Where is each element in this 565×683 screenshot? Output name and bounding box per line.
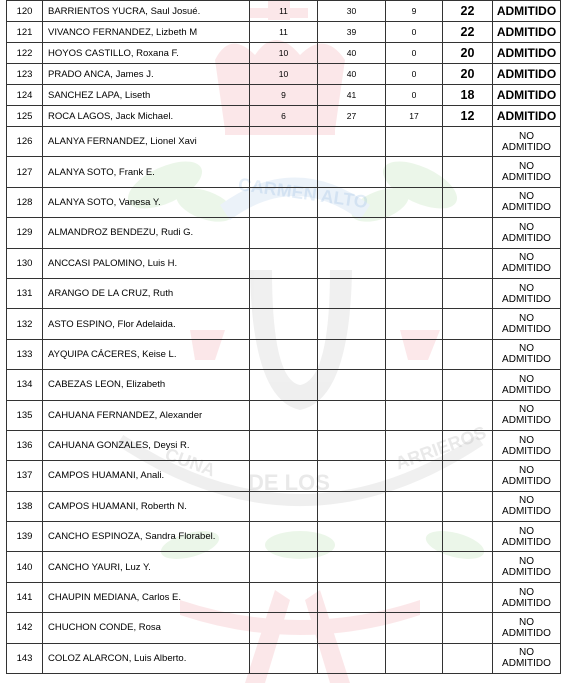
admission-status: ADMITIDO [493, 1, 561, 22]
applicant-name: CHAUPIN MEDIANA, Carlos E. [43, 582, 250, 612]
admission-status [493, 400, 561, 430]
applicant-name: ROCA LAGOS, Jack Michael. [43, 106, 250, 127]
applicant-name: ASTO ESPINO, Flor Adelaida. [43, 309, 250, 339]
row-number: 138 [7, 491, 43, 521]
status-line-2: ADMITIDO [502, 141, 551, 153]
admission-status [493, 218, 561, 248]
row-number: 137 [7, 461, 43, 491]
watermark-middle-text: DE LOS [248, 470, 330, 495]
score-1 [250, 643, 318, 673]
score-2 [318, 582, 386, 612]
total-score [443, 430, 493, 460]
status-line-2: ADMITIDO [502, 415, 551, 427]
table-row [7, 582, 561, 612]
status-line-1: NO [519, 282, 534, 294]
score-1: 9 [250, 85, 318, 106]
score-1 [250, 187, 318, 217]
score-2 [318, 461, 386, 491]
score-1 [250, 157, 318, 187]
row-number: 141 [7, 582, 43, 612]
total-score [443, 461, 493, 491]
score-1 [250, 491, 318, 521]
row-number: 123 [7, 64, 43, 85]
score-1: 10 [250, 64, 318, 85]
score-3 [386, 339, 443, 369]
row-number: 142 [7, 613, 43, 643]
score-1 [250, 278, 318, 308]
applicant-name: BARRIENTOS YUCRA, Saul Josué. [43, 1, 250, 22]
status-line-1: NO [519, 495, 534, 507]
status-line-1: NO [519, 161, 534, 173]
row-number: 140 [7, 552, 43, 582]
score-2 [318, 552, 386, 582]
score-3 [386, 278, 443, 308]
total-score: 20 [443, 43, 493, 64]
total-score [443, 491, 493, 521]
score-3 [386, 370, 443, 400]
applicant-name: COLOZ ALARCON, Luis Alberto. [43, 643, 250, 673]
results-table [6, 0, 561, 674]
status-line-2: ADMITIDO [502, 172, 551, 184]
status-line-2: ADMITIDO [502, 627, 551, 639]
table-row [7, 85, 561, 106]
score-1 [250, 461, 318, 491]
row-number: 122 [7, 43, 43, 64]
status-line-2: ADMITIDO [502, 293, 551, 305]
score-3 [386, 430, 443, 460]
admission-status [493, 491, 561, 521]
watermark-right-text: ARRIEROS [392, 422, 489, 474]
table-row [7, 522, 561, 552]
total-score [443, 218, 493, 248]
row-number: 127 [7, 157, 43, 187]
score-1 [250, 522, 318, 552]
admission-status [493, 248, 561, 278]
total-score [443, 339, 493, 369]
status-line-2: ADMITIDO [502, 658, 551, 670]
row-number: 143 [7, 643, 43, 673]
row-number: 126 [7, 127, 43, 157]
score-3 [386, 218, 443, 248]
table-row [7, 400, 561, 430]
table-row [7, 187, 561, 217]
total-score [443, 582, 493, 612]
status-line-2: ADMITIDO [502, 536, 551, 548]
score-3: 0 [386, 43, 443, 64]
score-2 [318, 400, 386, 430]
row-number: 134 [7, 370, 43, 400]
score-3: 9 [386, 1, 443, 22]
score-2 [318, 370, 386, 400]
admission-status [493, 461, 561, 491]
row-number: 128 [7, 187, 43, 217]
admission-status [493, 430, 561, 460]
table-row [7, 552, 561, 582]
total-score [443, 278, 493, 308]
score-3 [386, 491, 443, 521]
total-score: 22 [443, 22, 493, 43]
score-1 [250, 552, 318, 582]
score-3 [386, 522, 443, 552]
score-2 [318, 278, 386, 308]
score-3 [386, 400, 443, 430]
admission-status [493, 552, 561, 582]
applicant-name: CHUCHON CONDE, Rosa [43, 613, 250, 643]
score-3 [386, 157, 443, 187]
table-row [7, 127, 561, 157]
row-number: 131 [7, 278, 43, 308]
score-1 [250, 127, 318, 157]
score-1: 11 [250, 22, 318, 43]
row-number: 125 [7, 106, 43, 127]
score-2 [318, 187, 386, 217]
status-line-1: NO [519, 586, 534, 598]
table-row [7, 157, 561, 187]
score-2 [318, 218, 386, 248]
table-row [7, 491, 561, 521]
status-line-1: NO [519, 647, 534, 659]
score-2 [318, 248, 386, 278]
watermark-top-text: CARMEN ALTO [236, 174, 370, 213]
table-row [7, 339, 561, 369]
table-row [7, 430, 561, 460]
admission-status [493, 309, 561, 339]
score-1 [250, 218, 318, 248]
row-number: 129 [7, 218, 43, 248]
total-score [443, 127, 493, 157]
score-1: 11 [250, 1, 318, 22]
status-line-2: ADMITIDO [502, 324, 551, 336]
score-2 [318, 522, 386, 552]
admission-status: ADMITIDO [493, 64, 561, 85]
total-score: 20 [443, 64, 493, 85]
status-line-1: NO [519, 343, 534, 355]
status-line-2: ADMITIDO [502, 506, 551, 518]
applicant-name: CAMPOS HUAMANI, Roberth N. [43, 491, 250, 521]
status-line-1: NO [519, 525, 534, 537]
table-row [7, 248, 561, 278]
results-table-body [7, 1, 561, 674]
table-row [7, 218, 561, 248]
score-2: 40 [318, 43, 386, 64]
table-row [7, 370, 561, 400]
table-row [7, 1, 561, 22]
admission-status [493, 522, 561, 552]
applicant-name: ARANGO DE LA CRUZ, Ruth [43, 278, 250, 308]
score-2 [318, 430, 386, 460]
status-line-1: NO [519, 191, 534, 203]
row-number: 139 [7, 522, 43, 552]
total-score [443, 309, 493, 339]
total-score [443, 157, 493, 187]
row-number: 136 [7, 430, 43, 460]
applicant-name: HOYOS CASTILLO, Roxana F. [43, 43, 250, 64]
status-line-1: NO [519, 616, 534, 628]
applicant-name: CAHUANA GONZALES, Deysi R. [43, 430, 250, 460]
score-2 [318, 643, 386, 673]
score-3 [386, 127, 443, 157]
table-row [7, 278, 561, 308]
score-2: 30 [318, 1, 386, 22]
score-2 [318, 309, 386, 339]
score-3: 17 [386, 106, 443, 127]
status-line-1: NO [519, 130, 534, 142]
score-1 [250, 400, 318, 430]
score-1 [250, 430, 318, 460]
score-3 [386, 248, 443, 278]
status-line-1: NO [519, 464, 534, 476]
status-line-1: NO [519, 313, 534, 325]
status-line-2: ADMITIDO [502, 232, 551, 244]
score-3 [386, 309, 443, 339]
score-2 [318, 491, 386, 521]
score-1 [250, 370, 318, 400]
admission-status [493, 127, 561, 157]
total-score [443, 643, 493, 673]
admission-status [493, 187, 561, 217]
status-line-2: ADMITIDO [502, 567, 551, 579]
score-2: 27 [318, 106, 386, 127]
score-1 [250, 339, 318, 369]
score-3 [386, 643, 443, 673]
applicant-name: VIVANCO FERNANDEZ, Lizbeth M [43, 22, 250, 43]
applicant-name: CAHUANA FERNANDEZ, Alexander [43, 400, 250, 430]
score-3 [386, 613, 443, 643]
score-1 [250, 582, 318, 612]
total-score [443, 248, 493, 278]
status-line-1: NO [519, 373, 534, 385]
score-2: 40 [318, 64, 386, 85]
applicant-name: CANCHO YAURI, Luz Y. [43, 552, 250, 582]
score-1: 10 [250, 43, 318, 64]
applicant-name: SANCHEZ LAPA, Liseth [43, 85, 250, 106]
watermark-left-text: CUNA [162, 443, 219, 481]
score-3 [386, 582, 443, 612]
applicant-name: AYQUIPA CÁCERES, Keise L. [43, 339, 250, 369]
score-3 [386, 187, 443, 217]
status-line-1: NO [519, 404, 534, 416]
status-line-2: ADMITIDO [502, 475, 551, 487]
score-3: 0 [386, 64, 443, 85]
total-score [443, 552, 493, 582]
status-line-2: ADMITIDO [502, 445, 551, 457]
score-3: 0 [386, 85, 443, 106]
score-2 [318, 613, 386, 643]
status-line-2: ADMITIDO [502, 354, 551, 366]
status-line-2: ADMITIDO [502, 384, 551, 396]
row-number: 121 [7, 22, 43, 43]
status-line-1: NO [519, 252, 534, 264]
total-score: 12 [443, 106, 493, 127]
table-row [7, 643, 561, 673]
admission-status: ADMITIDO [493, 22, 561, 43]
score-3: 0 [386, 22, 443, 43]
score-1 [250, 248, 318, 278]
table-row [7, 309, 561, 339]
applicant-name: ALANYA FERNANDEZ, Lionel Xavi [43, 127, 250, 157]
applicant-name: ANCCASI PALOMINO, Luis H. [43, 248, 250, 278]
table-row [7, 106, 561, 127]
status-line-1: NO [519, 434, 534, 446]
total-score [443, 187, 493, 217]
row-number: 124 [7, 85, 43, 106]
row-number: 132 [7, 309, 43, 339]
score-2 [318, 127, 386, 157]
admission-status: ADMITIDO [493, 106, 561, 127]
admission-status [493, 157, 561, 187]
score-2 [318, 157, 386, 187]
status-line-1: NO [519, 556, 534, 568]
admission-status: ADMITIDO [493, 43, 561, 64]
table-row [7, 613, 561, 643]
admission-status [493, 582, 561, 612]
row-number: 133 [7, 339, 43, 369]
status-line-2: ADMITIDO [502, 597, 551, 609]
total-score [443, 400, 493, 430]
admission-status [493, 278, 561, 308]
score-1 [250, 309, 318, 339]
score-1 [250, 613, 318, 643]
row-number: 135 [7, 400, 43, 430]
applicant-name: CAMPOS HUAMANI, Anali. [43, 461, 250, 491]
applicant-name: ALANYA SOTO, Frank E. [43, 157, 250, 187]
applicant-name: CABEZAS LEON, Elizabeth [43, 370, 250, 400]
status-line-1: NO [519, 221, 534, 233]
total-score [443, 522, 493, 552]
table-row [7, 461, 561, 491]
row-number: 120 [7, 1, 43, 22]
table-row [7, 64, 561, 85]
total-score: 18 [443, 85, 493, 106]
table-row [7, 22, 561, 43]
score-1: 6 [250, 106, 318, 127]
score-3 [386, 461, 443, 491]
applicant-name: CANCHO ESPINOZA, Sandra Florabel. [43, 522, 250, 552]
table-row [7, 43, 561, 64]
admission-status [493, 339, 561, 369]
admission-status [493, 643, 561, 673]
admission-status: ADMITIDO [493, 85, 561, 106]
row-number: 130 [7, 248, 43, 278]
score-2 [318, 339, 386, 369]
total-score: 22 [443, 1, 493, 22]
applicant-name: ALMANDROZ BENDEZU, Rudi G. [43, 218, 250, 248]
status-line-2: ADMITIDO [502, 202, 551, 214]
applicant-name: PRADO ANCA, James J. [43, 64, 250, 85]
score-2: 41 [318, 85, 386, 106]
applicant-name: ALANYA SOTO, Vanesa Y. [43, 187, 250, 217]
total-score [443, 613, 493, 643]
score-2: 39 [318, 22, 386, 43]
status-line-2: ADMITIDO [502, 263, 551, 275]
score-3 [386, 552, 443, 582]
admission-status [493, 613, 561, 643]
admission-status [493, 370, 561, 400]
total-score [443, 370, 493, 400]
